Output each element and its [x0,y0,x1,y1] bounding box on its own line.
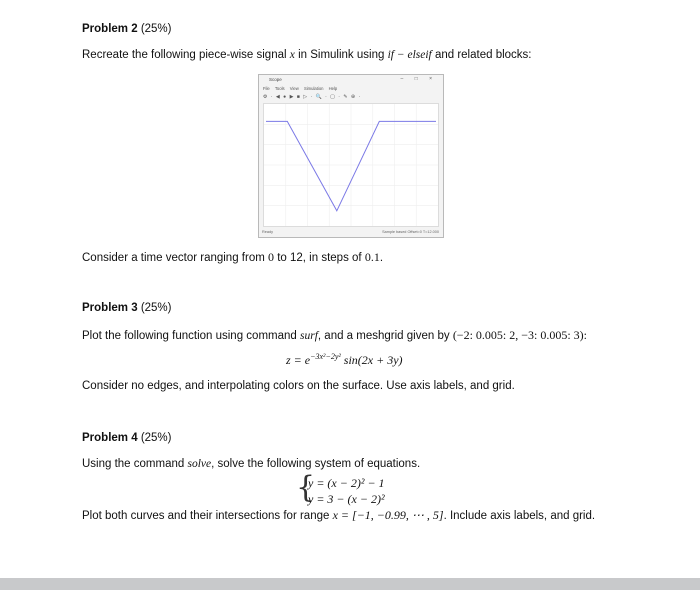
equation-rhs: sin(2x + 3y) [343,353,403,367]
scope-plot-area [263,103,439,227]
problem4-line2-math: x = [−1, −0.99, ⋯ , 5] [332,508,444,522]
scope-plot-svg [264,104,438,226]
problem2-math: if − elseif [387,49,432,61]
bottom-scrollbar[interactable] [0,578,700,590]
problem3-text-b: , and a meshgrid given by [317,330,450,342]
equation-lhs: z = e [286,353,311,367]
problem4-text-b: , solve the following system of equations. [211,458,421,470]
problem4-line2-a: Plot both curves and their intersections for range [82,510,330,522]
problem2-line2-a: Consider a time vector ranging from [82,252,265,264]
equation-exponent: −3x²−2y² [310,352,341,361]
problem4-text-a: Using the command [82,458,185,470]
problem2-line2-m2: 0.1 [364,250,380,264]
scope-menubar[interactable]: File Tools View Simulation Help [263,86,338,91]
scope-titlebar [259,75,443,85]
problem2-var: x [289,49,295,61]
problem2-time-vector [82,250,383,265]
scope-toolbar[interactable]: ⚙ · ◀ ● ▶ ■ ▷ · 🔍 · ▢ · ✎ ⊕ · [263,94,362,100]
equation-1: y = (x − 2)² − 1 [308,476,385,490]
scope-window [258,74,444,238]
problem2-text-b: in Simulink using [298,49,385,61]
status-info: Sample based Offset=0 T=12.000 [382,230,439,234]
scope-statusbar [259,228,443,237]
problem4-heading-line [82,432,172,444]
problem4-plot-instruction [82,508,595,523]
problem3-weight: (25%) [140,302,172,314]
window-controls[interactable]: – □ × [400,76,437,82]
problem3-requirements: Consider no edges, and interpolating colors on the surface. Use axis labels, and grid. [82,380,515,392]
problem4-cmd: solve [187,458,212,470]
problem3-heading-line [82,302,172,314]
scope-title: Scope [269,77,282,82]
equation-2: y = 3 − (x − 2)² [308,492,385,506]
problem2-heading-line [82,23,172,35]
problem2-instruction [82,49,532,61]
problem3-cmd: surf [300,330,318,342]
problem4-weight: (25%) [140,432,172,444]
problem3-text-a: Plot the following function using command [82,330,297,342]
problem3-equation [286,352,403,368]
problem4-heading: Problem 4 [82,432,138,444]
problem2-text-a: Recreate the following piece-wise signal [82,49,287,61]
problem4-line2-b: . Include axis labels, and grid. [443,510,596,522]
problem3-instruction [82,328,587,343]
problem2-line2-b: to 12, in steps of [277,252,362,264]
problem4-instruction [82,458,420,470]
status-ready: Ready [262,230,273,234]
problem2-heading: Problem 2 [82,23,138,35]
problem2-line2-c: . [379,252,384,264]
problem2-weight: (25%) [140,23,172,35]
equation-system [296,470,416,509]
problem2-line2-m1: 0 [268,250,275,264]
problem2-text-c: and related blocks: [434,49,532,61]
problem3-heading: Problem 3 [82,302,138,314]
problem3-math: (−2: 0.005: 2, −3: 0.005: 3): [452,328,588,342]
left-brace: { [296,470,316,505]
